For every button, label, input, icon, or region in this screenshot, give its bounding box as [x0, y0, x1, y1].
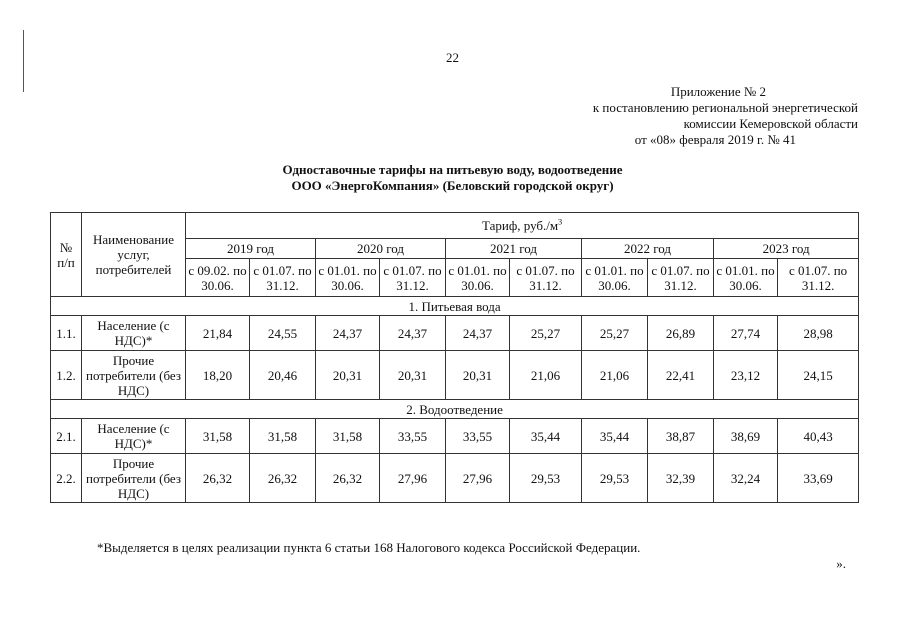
title-line: ООО «ЭнергоКомпания» (Беловский городской округ) — [291, 178, 614, 193]
tariff-value: 22,41 — [648, 351, 714, 400]
tariff-value: 25,27 — [510, 316, 582, 351]
tariff-value: 32,39 — [648, 454, 714, 503]
header-period: с 01.01. по 30.06. — [714, 259, 778, 297]
header-period: с 09.02. по 30.06. — [186, 259, 250, 297]
tariff-value: 31,58 — [186, 419, 250, 454]
tariff-value: 26,32 — [250, 454, 316, 503]
tariff-value: 38,69 — [714, 419, 778, 454]
header-year: 2021 год — [446, 239, 582, 259]
section-title: 1. Питьевая вода — [51, 297, 859, 316]
row-name: Прочие потребители (без НДС) — [82, 454, 186, 503]
row-number: 1.1. — [51, 316, 82, 351]
tariff-value: 21,06 — [510, 351, 582, 400]
tariff-value: 20,31 — [446, 351, 510, 400]
tariff-value: 18,20 — [186, 351, 250, 400]
section-row — [51, 400, 859, 419]
tariff-value: 24,15 — [778, 351, 859, 400]
tariff-value: 35,44 — [582, 419, 648, 454]
tariff-value: 33,55 — [380, 419, 446, 454]
table-row — [51, 419, 859, 454]
tariff-value: 24,55 — [250, 316, 316, 351]
tariff-value: 27,96 — [380, 454, 446, 503]
tariff-value: 21,84 — [186, 316, 250, 351]
row-name: Население (с НДС)* — [82, 419, 186, 454]
footnote: *Выделяется в целях реализации пункта 6 статьи 168 Налогового кодекса Российской Федерации. — [97, 540, 641, 555]
document-title — [0, 162, 905, 194]
tariff-value: 24,37 — [380, 316, 446, 351]
tariff-value: 20,31 — [380, 351, 446, 400]
page-number: 22 — [446, 50, 459, 65]
tariff-value: 38,87 — [648, 419, 714, 454]
header-year: 2020 год — [316, 239, 446, 259]
header-period: с 01.07. по 31.12. — [380, 259, 446, 297]
header-period: с 01.01. по 30.06. — [446, 259, 510, 297]
tariff-value: 31,58 — [316, 419, 380, 454]
header-period: с 01.07. по 31.12. — [648, 259, 714, 297]
tariff-value: 23,12 — [714, 351, 778, 400]
tariff-value: 20,31 — [316, 351, 380, 400]
header-period: с 01.07. по 31.12. — [778, 259, 859, 297]
tariff-value: 28,98 — [778, 316, 859, 351]
tariff-value: 32,24 — [714, 454, 778, 503]
tariff-value: 26,32 — [186, 454, 250, 503]
appendix-title: Приложение № 2 — [670, 84, 766, 99]
appendix-line: комиссии Кемеровской области — [683, 116, 858, 131]
tariff-value: 24,37 — [446, 316, 510, 351]
tariff-value: 31,58 — [250, 419, 316, 454]
header-tariff: Тариф, $руб./м^3$ — [186, 213, 859, 239]
tariff-value: 26,89 — [648, 316, 714, 351]
appendix-block — [593, 84, 858, 148]
tariff-value: 33,69 — [778, 454, 859, 503]
row-name: Население (с НДС)* — [82, 316, 186, 351]
tariff-value: 25,27 — [582, 316, 648, 351]
tariff-value: 35,44 — [510, 419, 582, 454]
header-year: 2023 год — [714, 239, 859, 259]
appendix-line: к постановлению региональной энергетической — [592, 100, 858, 115]
tariff-value: 40,43 — [778, 419, 859, 454]
header-period: с 01.01. по 30.06. — [316, 259, 380, 297]
header-period: с 01.01. по 30.06. — [582, 259, 648, 297]
table-row — [51, 454, 859, 503]
tariff-value: 27,96 — [446, 454, 510, 503]
header-period: с 01.07. по 31.12. — [510, 259, 582, 297]
tariff-value: 29,53 — [582, 454, 648, 503]
tariff-value: 27,74 — [714, 316, 778, 351]
title-line: Одноставочные тарифы на питьевую воду, водоотведение — [282, 162, 623, 177]
closing-quote: ». — [836, 556, 846, 571]
row-number: 2.1. — [51, 419, 82, 454]
tariff-value: 29,53 — [510, 454, 582, 503]
header-name: Наименование услуг, потребителей — [82, 213, 186, 297]
section-row — [51, 297, 859, 316]
tariff-value: 26,32 — [316, 454, 380, 503]
row-number: 2.2. — [51, 454, 82, 503]
tariff-table — [50, 212, 859, 503]
table-row — [51, 316, 859, 351]
table-row — [51, 351, 859, 400]
tariff-value: 20,46 — [250, 351, 316, 400]
section-title: 2. Водоотведение — [51, 400, 859, 419]
header-year: 2022 год — [582, 239, 714, 259]
row-number: 1.2. — [51, 351, 82, 400]
tariff-value: 33,55 — [446, 419, 510, 454]
appendix-date: от «08» февраля 2019 г. № 41 — [634, 132, 796, 147]
row-name: Прочие потребители (без НДС) — [82, 351, 186, 400]
header-period: с 01.07. по 31.12. — [250, 259, 316, 297]
header-number: № п/п — [51, 213, 82, 297]
tariff-value: 24,37 — [316, 316, 380, 351]
header-year: 2019 год — [186, 239, 316, 259]
tariff-value: 21,06 — [582, 351, 648, 400]
